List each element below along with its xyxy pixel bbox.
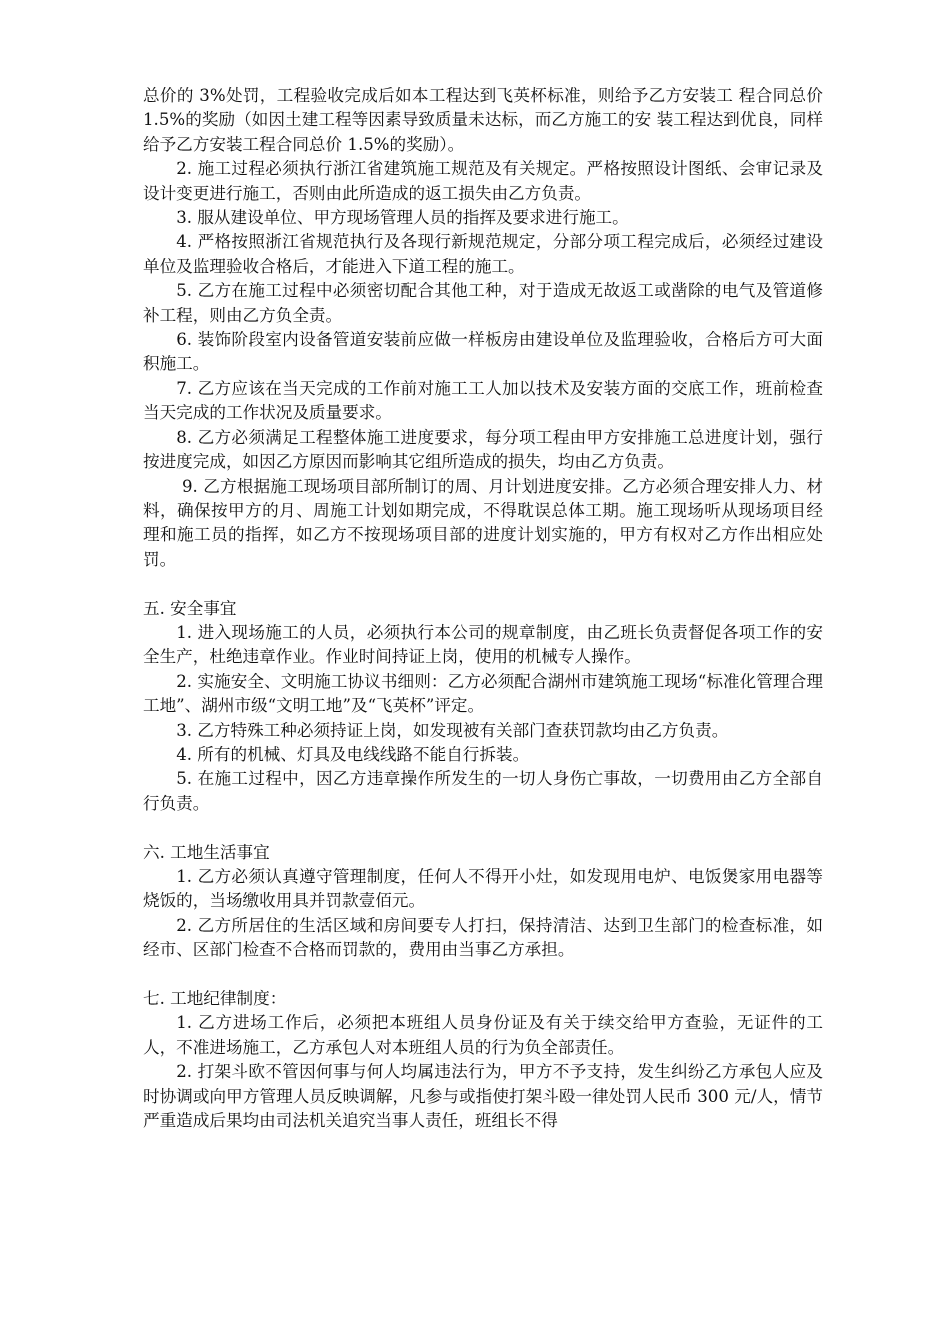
section-heading-safety: 五. 安全事宜 — [143, 598, 237, 618]
discipline-item-1: 1. 乙方进场工作后，必须把本班组人员身份证及有关于续交给甲方查验，无证件的工人，不准进场施工，乙方承包人对本班组人员的行为负全部责任。 — [143, 1013, 823, 1057]
quality-item-9: 9. 乙方根据施工现场项目部所制订的周、月计划进度安排。乙方必须合理安排人力、材料，确保按甲方的月、周施工计划如期完成，不得耽误总体工期。施工现场听从现场项目经理和施工员的指挥，如乙方不按现场项目部的进度计划实施的，甲方有权对乙方作出相应处罚。 — [143, 476, 823, 569]
living-item-2: 2. 乙方所居住的生活区域和房间要专人打扫，保持清洁、达到卫生部门的检查标准，如经市、区部门检查不合格而罚款的，费用由当事乙方承担。 — [143, 915, 823, 960]
safety-item-5: 5. 在施工过程中，因乙方违章操作所发生的一切人身伤亡事故，一切费用由乙方全部自行负责。 — [143, 769, 823, 813]
safety-item-1: 1. 进入现场施工的人员，必须执行本公司的规章制度，由乙班长负责督促各项工作的安全生产，杜绝违章作业。作业时间持证上岗，使用的机械专人操作。 — [143, 622, 823, 667]
safety-item-2: 2. 实施安全、文明施工协议书细则：乙方必须配合湖州市建筑施工现场“标准化管理合理工地”、湖州市级“文明工地”及“飞英杯”评定。 — [143, 671, 823, 716]
quality-item-4: 4. 严格按照浙江省规范执行及各现行新规范规定，分部分项工程完成后，必须经过建设单位及监理验收合格后，才能进入下道工程的施工。 — [143, 232, 823, 276]
quality-item-8: 8. 乙方必须满足工程整体施工进度要求，每分项工程由甲方安排施工总进度计划，强行按进度完成，如因乙方原因而影响其它组所造成的损失，均由乙方负责。 — [143, 427, 823, 472]
discipline-item-2: 2. 打架斗欧不管因何事与何人均属违法行为，甲方不予支持，发生纠纷乙方承包人应及时协调或向甲方管理人员反映调解，凡参与或指使打架斗殴一律处罚人民币 300 元/人，情节严重造成后果均由司法机关追究当事人责任，班组长不得 — [143, 1062, 823, 1131]
section-heading-discipline: 七. 工地纪律制度： — [143, 988, 287, 1008]
quality-item-2: 2. 施工过程必须执行浙江省建筑施工规范及有关规定。严格按照设计图纸、会审记录及设计变更进行施工，否则由此所造成的返工损失由乙方负责。 — [143, 159, 823, 203]
section-heading-living: 六. 工地生活事宜 — [143, 842, 270, 862]
intro-paragraph: 总价的 3%处罚，工程验收完成后如本工程达到飞英杯标准，则给予乙方安装工 程合同总价 1.5%的奖励（如因土建工程等因素导致质量未达标，而乙方施工的安 装工程达到优良，同样给予乙方安装工程合同总价 1.5%的奖励）。 — [143, 86, 823, 154]
quality-item-5: 5. 乙方在施工过程中必须密切配合其他工种，对于造成无故返工或凿除的电气及管道修补工程，则由乙方负全责。 — [143, 281, 823, 325]
document-page — [143, 84, 823, 1133]
living-item-1: 1. 乙方必须认真遵守管理制度，任何人不得开小灶，如发现用电炉、电饭煲家用电器等烧饭的，当场缴收用具并罚款壹佰元。 — [143, 866, 823, 911]
safety-item-3: 3. 乙方特殊工种必须持证上岗，如发现被有关部门查获罚款均由乙方负责。 — [176, 720, 729, 740]
quality-item-7: 7. 乙方应该在当天完成的工作前对施工工人加以技术及安装方面的交底工作，班前检查当天完成的工作状况及质量要求。 — [143, 378, 823, 423]
safety-item-4: 4. 所有的机械、灯具及电线线路不能自行拆装。 — [176, 744, 530, 764]
quality-item-3: 3. 服从建设单位、甲方现场管理人员的指挥及要求进行施工。 — [176, 208, 629, 228]
quality-item-6: 6. 装饰阶段室内设备管道安装前应做一样板房由建设单位及监理验收，合格后方可大面积施工。 — [143, 330, 823, 374]
